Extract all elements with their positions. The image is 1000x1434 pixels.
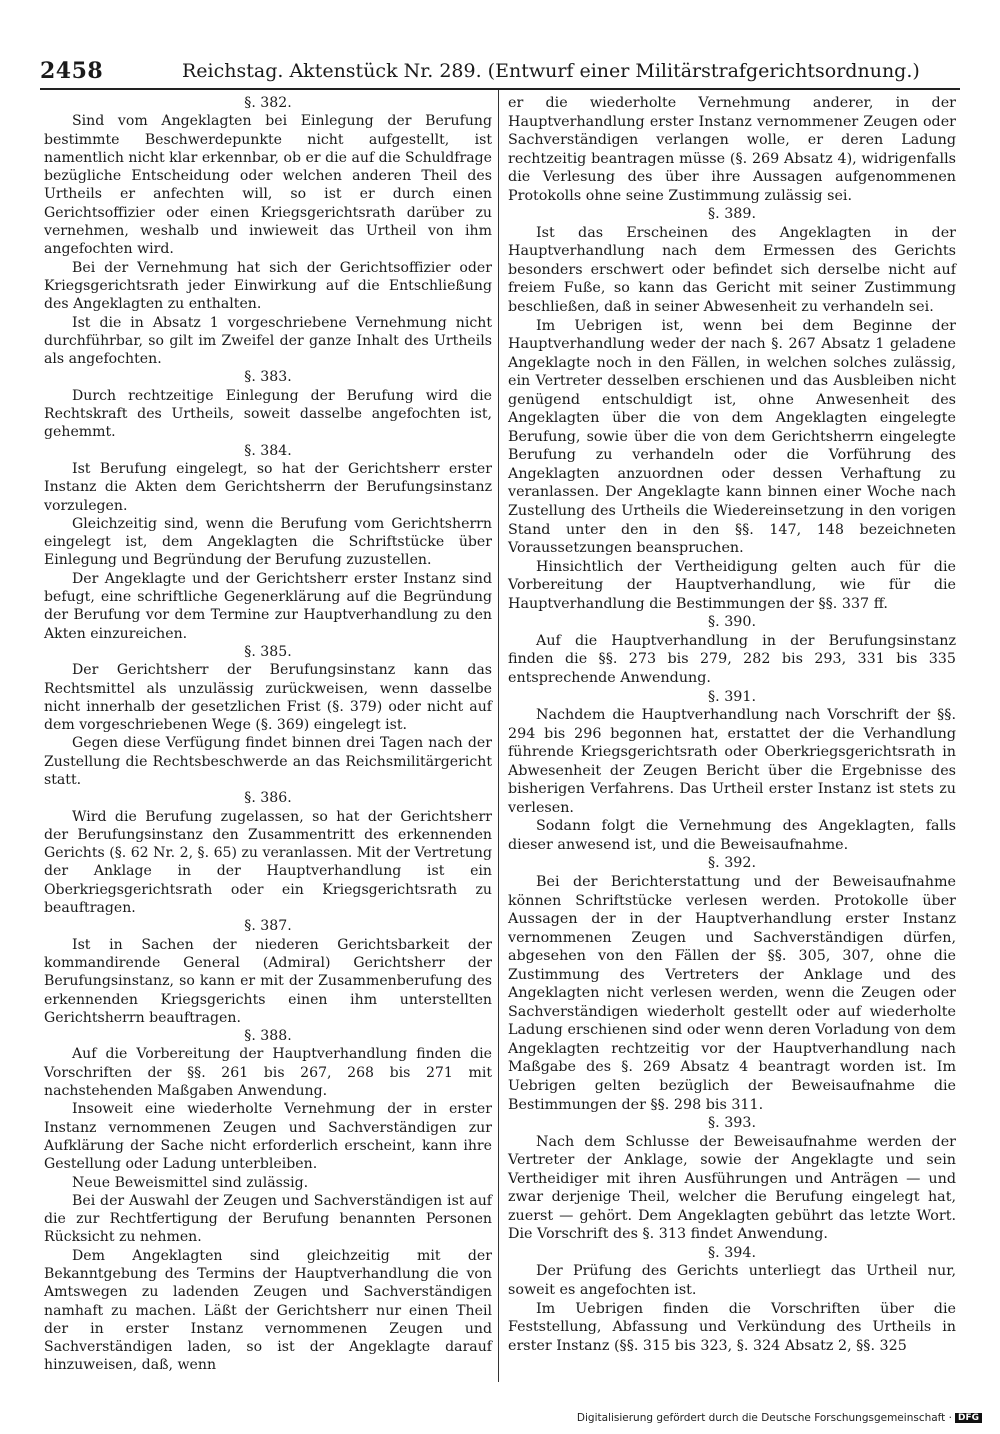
section-heading: §. 390. xyxy=(707,614,757,631)
paragraph: Bei der Auswahl der Zeugen und Sachverständigen ist auf die zur Rechtfertigung der Berufung benannten Personen Rücksicht zu nehmen. xyxy=(44,1192,492,1246)
section-heading: §. 382. xyxy=(244,95,292,111)
paragraph: Im Uebrigen ist, wenn bei dem Beginne der Hauptverhandlung weder der nach §. 267 Absatz 1 geladene Angeklagte noch in den Fällen, in welchen solches zulässig, ein Vertreter desselben erschienen und das Ausbleiben nicht genügend entschuldigt ist, ohne Anwesenheit des Angeklagten über die von dem Angeklagten eingelegte Berufung, sowie über die von dem Gerichtsherrn eingelegte Berufung zu verhandeln oder die Vorführung des Angeklagten anzuordnen oder dessen Verhaftung zu veranlassen. Der Angeklagte kann binnen einer Woche nach Zustellung des Urtheils die Wiedereinsetzung in den vorigen Stand unter den in den §§. 147, 148 bezeichneten Voraussetzungen beanspruchen. xyxy=(508,317,956,557)
footer-text: Digitalisierung gefördert durch die Deutsche Forschungsgemeinschaft · xyxy=(576,1412,952,1424)
paragraph-continued: er die wiederholte Vernehmung anderer, in der Hauptverhandlung erster Instanz vernommener Zeugen oder Sachverständigen verlangen wolle, er deren Ladung rechtzeitig beantragen müsse (§. 269 Absatz 4), widrigenfalls die Verlesung des über ihre Aussagen aufgenommenen Protokolls ohne seine Zustimmung zulässig sei. xyxy=(508,95,956,204)
section-heading: §. 387. xyxy=(244,918,292,935)
paragraph: Sodann folgt die Vernehmung des Angeklagten, falls dieser anwesend ist, und die Beweisaufnahme. xyxy=(508,818,956,853)
paragraph: Auf die Hauptverhandlung in der Berufungsinstanz finden die §§. 273 bis 279, 282 bis 293, 331 bis 335 entsprechende Anwendung. xyxy=(508,632,956,686)
paragraph: Der Gerichtsherr der Berufungsinstanz kann das Rechtsmittel als unzulässig zurückweisen, wenn dasselbe nicht innerhalb der gesetzlichen Frist (§. 379) oder nicht auf dem vorgeschriebenen Wege (§. 369) eingelegt ist. xyxy=(44,662,492,734)
footer-credit xyxy=(577,1412,982,1424)
paragraph: Bei der Berichterstattung und der Beweisaufnahme können Schriftstücke verlesen werden. Protokolle über Aussagen der in der Hauptverhandlung erster Instanz vernommenen Zeugen und Sachverständigen dürfen, abgesehen von den Fällen der §§. 305, 307, ohne die Zustimmung des Vertreters der Anklage und des Angeklagten nicht verlesen werden, wenn die Zeugen oder Sachverständigen wiederholt gestellt oder auf wiederholte Ladung erschienen sind oder wenn deren Vorladung von dem Angeklagten rechtzeitig vor der Hauptverhandlung nach Maßgabe des §. 269 Absatz 4 beantragt worden ist. Im Uebrigen gelten bezüglich der Beweisaufnahme die Bestimmungen der §§. 298 bis 311. xyxy=(508,873,956,1113)
section-heading: §. 393. xyxy=(707,1115,757,1132)
section-heading: §. 383. xyxy=(244,369,292,386)
section-heading: §. 384. xyxy=(244,442,292,459)
paragraph: Der Angeklagte und der Gerichtsherr erster Instanz sind befugt, eine schriftliche Gegenerklärung auf die Begründung der Berufung vor dem Termine zur Hauptverhandlung zu den Akten einzureichen. xyxy=(44,570,492,642)
paragraph: Gleichzeitig sind, wenn die Berufung vom Gerichtsherrn eingelegt ist, dem Angeklagten die Schriftstücke über Einlegung und Begründung der Berufung zuzustellen. xyxy=(44,515,492,569)
paragraph: Nachdem die Hauptverhandlung nach Vorschrift der §§. 294 bis 296 begonnen hat, erstattet der die Verhandlung führende Kriegsgerichtsrath oder Oberkriegsgerichtsrath in Abwesenheit der Zeugen Bericht über die Ergebnisse des bisherigen Verfahrens. Das Urtheil erster Instanz ist stets zu verlesen. xyxy=(508,707,956,816)
paragraph: Wird die Berufung zugelassen, so hat der Gerichtsherr der Berufungsinstanz den Zusammentritt des erkennenden Gerichts (§. 62 Nr. 2, §. 65) zu veranlassen. Mit der Vertretung der Anklage in der Hauptverhandlung ist ein Oberkriegsgerichtsrath oder ein Kriegsgerichtsrath zu beauftragen. xyxy=(44,808,492,917)
running-title: Reichstag. Aktenstück Nr. 289. (Entwurf einer Militärstrafgerichtsordnung.) xyxy=(182,60,920,82)
page-number: 2458 xyxy=(40,58,104,84)
paragraph: Im Uebrigen finden die Vorschriften über die Feststellung, Abfassung und Verkündung des Urtheils in erster Instanz (§§. 315 bis 323, §. 324 Absatz 2, §§. 325 xyxy=(508,1300,956,1354)
section-heading: §. 388. xyxy=(244,1028,292,1045)
paragraph: Ist Berufung eingelegt, so hat der Gerichtsherr erster Instanz die Akten dem Gerichtsherrn der Berufungsinstanz vorzulegen. xyxy=(44,460,492,514)
paragraph: Durch rechtzeitige Einlegung der Berufung wird die Rechtskraft des Urtheils, soweit dasselbe angefochten ist, gehemmt. xyxy=(44,387,492,441)
paragraph: Neue Beweismittel sind zulässig. xyxy=(72,1174,309,1191)
paragraph: Ist in Sachen der niederen Gerichtsbarkeit der kommandirende General (Admiral) Gerichtsherr der Berufungsinstanz, so kann er mit der Zusammenberufung des erkennenden Kriegsgerichts einen ihm unterstellten Gerichtsherrn beauftragen. xyxy=(44,936,492,1026)
paragraph: Bei der Vernehmung hat sich der Gerichtsoffizier oder Kriegsgerichtsrath jeder Einwirkung auf die Entschließung des Angeklagten zu enthalten. xyxy=(44,259,492,313)
paragraph: Insoweit eine wiederholte Vernehmung der in erster Instanz vernommenen Zeugen und Sachverständigen zur Aufklärung der Sache nicht erforderlich erscheint, kann ihre Gestellung oder Ladung unterbleiben. xyxy=(44,1101,492,1173)
paragraph: Dem Angeklagten sind gleichzeitig mit der Bekanntgebung des Termins der Hauptverhandlung die von Amtswegen zu ladenden Zeugen und Sachverständigen namhaft zu machen. Läßt der Gerichtsherr nur einen Theil der in erster Instanz vernommenen Zeugen und Sachverständigen laden, so ist der Angeklagte darauf hinzuweisen, daß, wenn xyxy=(44,1247,492,1374)
paragraph: Nach dem Schlusse der Beweisaufnahme werden der Vertreter der Anklage, sowie der Angeklagte und sein Vertheidiger mit ihren Ausführungen und Anträgen — und zwar derjenige Theil, welcher die Berufung eingelegt hat, zuerst — gehört. Dem Angeklagten gebührt das letzte Wort. Die Vorschrift des §. 313 findet Anwendung. xyxy=(508,1133,956,1243)
header-rule xyxy=(40,88,960,90)
column-divider xyxy=(498,90,499,1382)
paragraph: Gegen diese Verfügung findet binnen drei Tagen nach der Zustellung die Rechtsbeschwerde an das Reichsmilitärgericht statt. xyxy=(44,735,492,788)
paragraph: Hinsichtlich der Vertheidigung gelten auch für die Vorbereitung der Hauptverhandlung, wie für die Hauptverhandlung die Bestimmungen der §§. 337 ff. xyxy=(508,558,956,612)
paragraph: Sind vom Angeklagten bei Einlegung der Berufung bestimmte Beschwerdepunkte nicht aufgestellt, ist namentlich nicht klar erkennbar, ob er die auf die Schuldfrage bezügliche Entscheidung oder welchen anderen Theil des Urtheils er anfechten will, so ist er durch einen Gerichtsoffizier oder einen Kriegsgerichtsrath darüber zu vernehmen, weshalb und inwieweit das Urtheil von ihm angefochten wird. xyxy=(44,113,492,258)
left-column xyxy=(44,94,492,1375)
dfg-logo: DFG xyxy=(955,1413,982,1423)
page-header xyxy=(40,58,960,88)
section-heading: §. 389. xyxy=(707,206,757,223)
section-heading: §. 391. xyxy=(707,688,757,705)
paragraph: Ist das Erscheinen des Angeklagten in der Hauptverhandlung nach dem Ermessen des Gerichts besonders erschwert oder befindet sich derselbe nicht auf freiem Fuße, so kann das Gericht mit seiner Zustimmung beschließen, daß in seiner Abwesenheit zu verhandeln sei. xyxy=(508,224,956,316)
section-heading: §. 394. xyxy=(707,1244,757,1261)
section-heading: §. 385. xyxy=(244,643,292,660)
right-column xyxy=(508,94,956,1355)
section-heading: §. 392. xyxy=(707,855,757,872)
paragraph: Ist die in Absatz 1 vorgeschriebene Vernehmung nicht durchführbar, so gilt im Zweifel der ganze Inhalt des Urtheils als angefochten. xyxy=(44,314,492,368)
paragraph: Auf die Vorbereitung der Hauptverhandlung finden die Vorschriften der §§. 261 bis 267, 268 bis 271 mit nachstehenden Maßgaben Anwendung. xyxy=(44,1046,492,1100)
section-heading: §. 386. xyxy=(244,790,292,807)
paragraph: Der Prüfung des Gerichts unterliegt das Urtheil nur, soweit es angefochten ist. xyxy=(508,1263,956,1298)
